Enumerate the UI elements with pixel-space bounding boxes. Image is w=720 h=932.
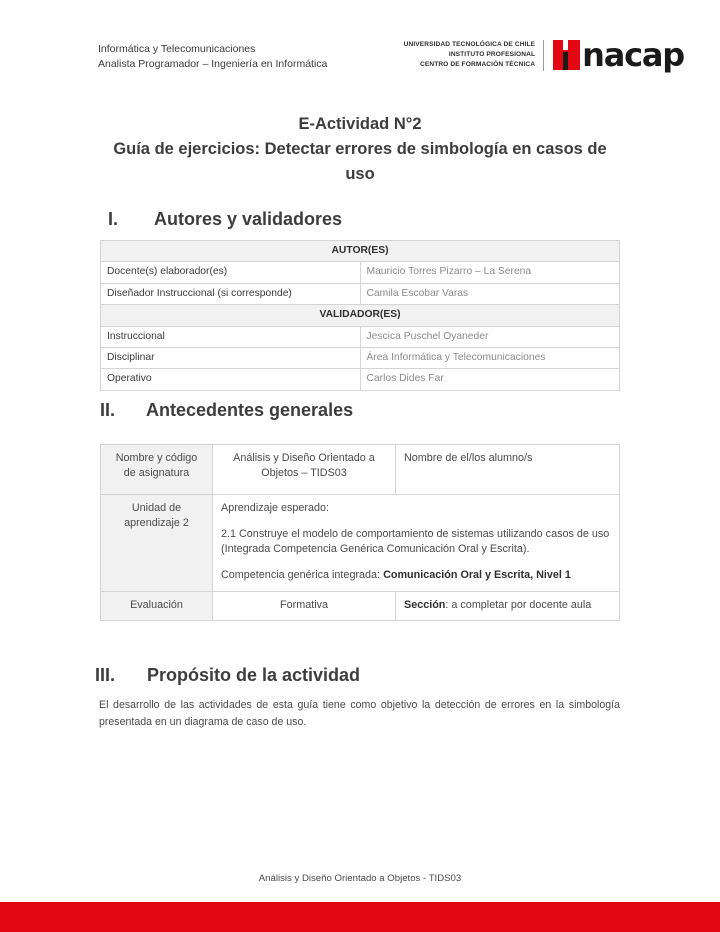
inacap-logo-mark-icon [553,40,580,70]
table-row [101,326,620,347]
page-title-line1: E-Actividad N°2 [298,115,422,133]
table-row [101,262,620,283]
cell-evaluacion-label: Evaluación [101,592,213,620]
row-value-instruccional: Jescica Puschel Oyaneder [360,326,620,347]
section-number-1: I. [108,209,119,229]
institution-professional: INSTITUTO PROFESIONAL [448,51,536,59]
section-heading-proposito [95,665,360,686]
section-label-1: Autores y validadores [154,209,343,229]
page-footer: Análisis y Diseño Orientado a Objetos - TIDS03 [258,873,462,884]
row-value-disenador: Camila Escobar Varas [360,283,620,304]
cell-seccion [396,592,620,620]
section-heading-autores [108,209,342,230]
table-row [101,369,620,390]
institution-technical: CENTRO DE FORMACIÓN TÉCNICA [419,61,536,69]
footer-red-bar [0,902,720,932]
table-row [101,592,620,620]
program-area: Informática y Telecomunicaciones [98,43,256,55]
proposito-paragraph: El desarrollo de las actividades de esta guía tiene como objetivo la detección de errores en la simbología presentada en un diagrama de caso de uso. [99,699,620,729]
cell-unidad-label: Unidad de aprendizaje 2 [101,495,213,592]
program-career: Analista Programador – Ingeniería en Informática [98,58,328,71]
seccion-rest: : a completar por docente aula [445,599,592,612]
table-row [101,495,620,592]
row-label-disciplinar: Disciplinar [101,348,361,369]
institution-brand [403,36,684,75]
section-number-3: III. [95,665,116,685]
table-row [101,283,620,304]
table-row [101,241,620,262]
cell-aprendizaje-esperado [213,495,620,592]
table-row [101,445,620,495]
group-header-validadores: VALIDADOR(ES) [101,305,620,326]
cell-alumnos-label: Nombre de el/los alumno/s [396,445,620,495]
institution-names [404,40,545,71]
aprendizaje-heading: Aprendizaje esperado: [221,502,330,514]
authors-validators-table [100,240,620,391]
general-background-table [100,444,620,621]
table-row [101,305,620,326]
aprendizaje-body: 2.1 Construye el modelo de comportamiento de sistemas utilizando casos de uso (Integrada Competencia Genérica Comunicación Oral y Escrita). [221,528,610,556]
section-label-2: Antecedentes generales [146,400,354,420]
group-header-autores: AUTOR(ES) [101,241,620,262]
program-info [98,40,327,72]
section-number-2: II. [100,400,116,420]
inacap-logo-wordmark: nacap [582,36,684,75]
competencia-bold: Comunicación Oral y Escrita, Nivel 1 [383,569,571,582]
cell-asignatura-value: Análisis y Diseño Orientado a Objetos – TIDS03 [213,445,396,495]
seccion-bold: Sección [404,599,446,612]
institution-university: UNIVERSIDAD TECNOLÓGICA DE CHILE [403,41,536,48]
row-value-operativo: Carlos Dides Far [360,369,620,390]
competencia-prefix: Competencia genérica integrada: [221,569,384,582]
page-title [100,112,620,186]
competencia-line [221,568,611,583]
row-value-docente: Mauricio Torres Pizarro – La Serena [360,262,620,283]
document-header [98,36,684,75]
cell-evaluacion-value: Formativa [213,592,396,620]
inacap-logo [553,36,684,75]
table-row [101,348,620,369]
row-label-docente: Docente(s) elaborador(es) [101,262,361,283]
section-heading-antecedentes [100,400,353,421]
cell-asignatura-label: Nombre y código de asignatura [101,445,213,495]
row-label-disenador: Diseñador Instruccional (si corresponde) [101,283,361,304]
row-label-instruccional: Instruccional [101,326,361,347]
row-value-disciplinar: Área Informática y Telecomunicaciones [360,348,620,369]
row-label-operativo: Operativo [101,369,361,390]
page-title-line2: Guía de ejercicios: Detectar errores de simbología en casos de uso [113,139,607,183]
section-label-3: Propósito de la actividad [147,665,361,685]
